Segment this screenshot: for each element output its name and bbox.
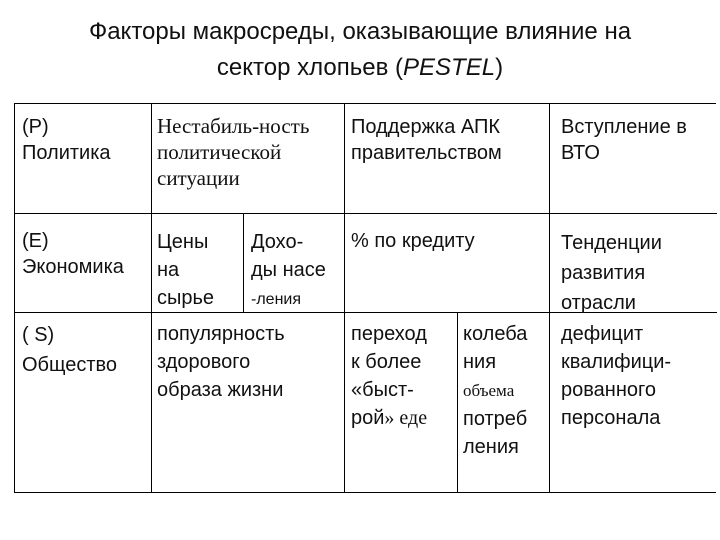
social-staff-shortage-cell: дефицит квалифици- рованного персонала bbox=[561, 323, 672, 429]
table-divider bbox=[344, 213, 345, 312]
table-divider bbox=[344, 104, 345, 213]
social-consumption-bottom: потреб ления bbox=[463, 408, 528, 458]
table-divider bbox=[457, 312, 458, 492]
political-wto-cell: Вступление в ВТО bbox=[561, 116, 687, 164]
economic-income-cell bbox=[251, 228, 326, 314]
row-header-political: (P) Политика bbox=[22, 116, 111, 164]
slide-title-line-2-end: ) bbox=[495, 54, 504, 81]
social-fast-food-main: переход к более «быст- рой bbox=[351, 323, 427, 429]
table-divider bbox=[344, 312, 345, 492]
slide-title bbox=[0, 14, 720, 86]
social-fast-food-cell bbox=[351, 320, 427, 432]
economic-income-suffix: -ления bbox=[251, 291, 301, 308]
economic-industry-trends-cell: Тенденции развития отрасли bbox=[561, 232, 662, 314]
political-instability-cell: Нестабиль-ность политической ситуации bbox=[157, 114, 310, 190]
pestel-table bbox=[14, 103, 716, 493]
social-consumption-volume: объема bbox=[463, 381, 515, 400]
slide-title-pestel: PESTEL bbox=[403, 54, 496, 81]
row-header-economic: (E) Экономика bbox=[22, 230, 124, 278]
table-divider bbox=[549, 104, 550, 492]
table-divider bbox=[15, 213, 717, 214]
table-divider bbox=[151, 104, 152, 492]
social-consumption-cell bbox=[463, 320, 527, 461]
social-healthy-lifestyle-cell: популярность здорового образа жизни bbox=[157, 323, 285, 401]
economic-income-main: Дохо- ды насе bbox=[251, 231, 326, 281]
political-agro-support-cell: Поддержка АПК правительством bbox=[351, 116, 502, 164]
social-consumption-top: колеба ния bbox=[463, 323, 528, 373]
economic-credit-rate-cell: % по кредиту bbox=[351, 230, 475, 252]
slide-title-line-2-start: сектор хлопьев ( bbox=[216, 54, 404, 81]
social-fast-food-suffix: » еде bbox=[384, 407, 428, 429]
slide-title-line-2 bbox=[0, 50, 720, 86]
slide-title-line-1: Факторы макросреды, оказывающие влияние на bbox=[88, 18, 632, 45]
table-divider bbox=[243, 213, 244, 312]
row-header-social: ( S) Общество bbox=[22, 324, 118, 376]
economic-raw-prices-cell: Цены на сырье bbox=[157, 231, 215, 309]
